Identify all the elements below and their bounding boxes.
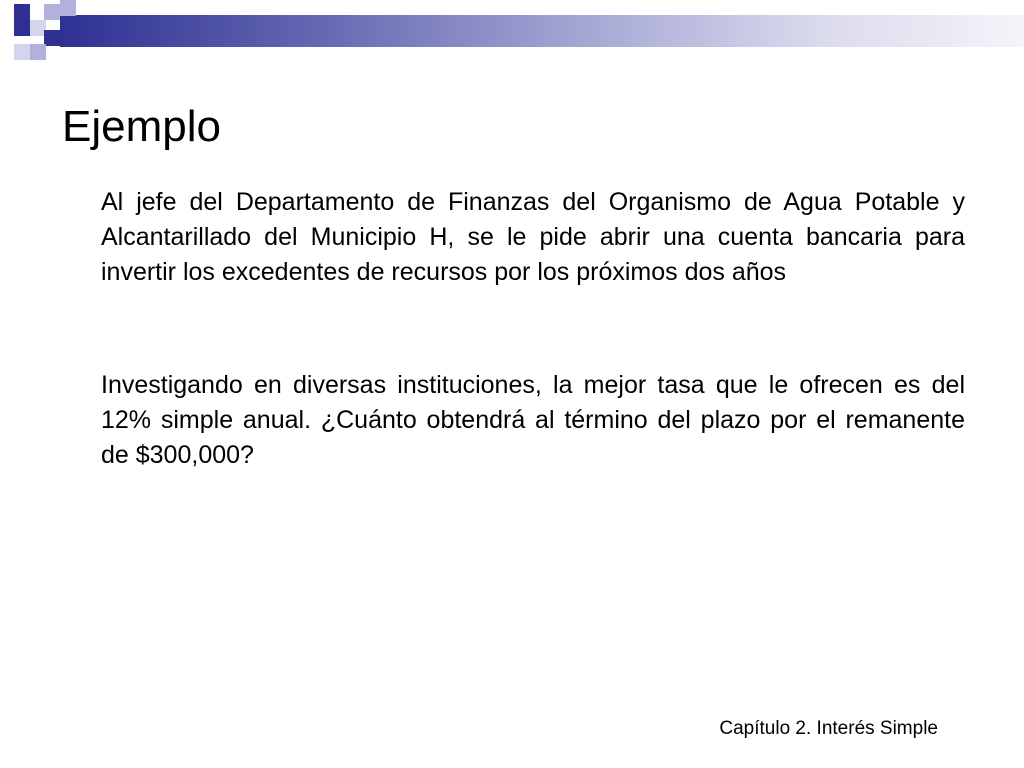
decorative-square <box>60 0 76 16</box>
decorative-square <box>14 20 30 36</box>
paragraph-problem-context: Al jefe del Departamento de Finanzas del Organismo de Agua Potable y Alcantarillado del Municipio H, se le pide abrir una cuenta bancaria para invertir los excedentes de recursos por los próximos dos años <box>101 188 965 286</box>
decorative-square <box>44 30 60 46</box>
decorative-square <box>14 44 30 60</box>
decorative-square <box>14 4 30 20</box>
header-gradient-band <box>60 15 1024 47</box>
decorative-square <box>30 44 46 60</box>
slide-title: Ejemplo <box>62 102 221 151</box>
chapter-footer: Capítulo 2. Interés Simple <box>719 718 938 739</box>
decorative-square <box>44 4 60 20</box>
paragraph-problem-question: Investigando en diversas instituciones, la mejor tasa que le ofrecen es del 12% simple anual. ¿Cuánto obtendrá al término del plazo por el remanente de $300,000? <box>101 371 965 469</box>
